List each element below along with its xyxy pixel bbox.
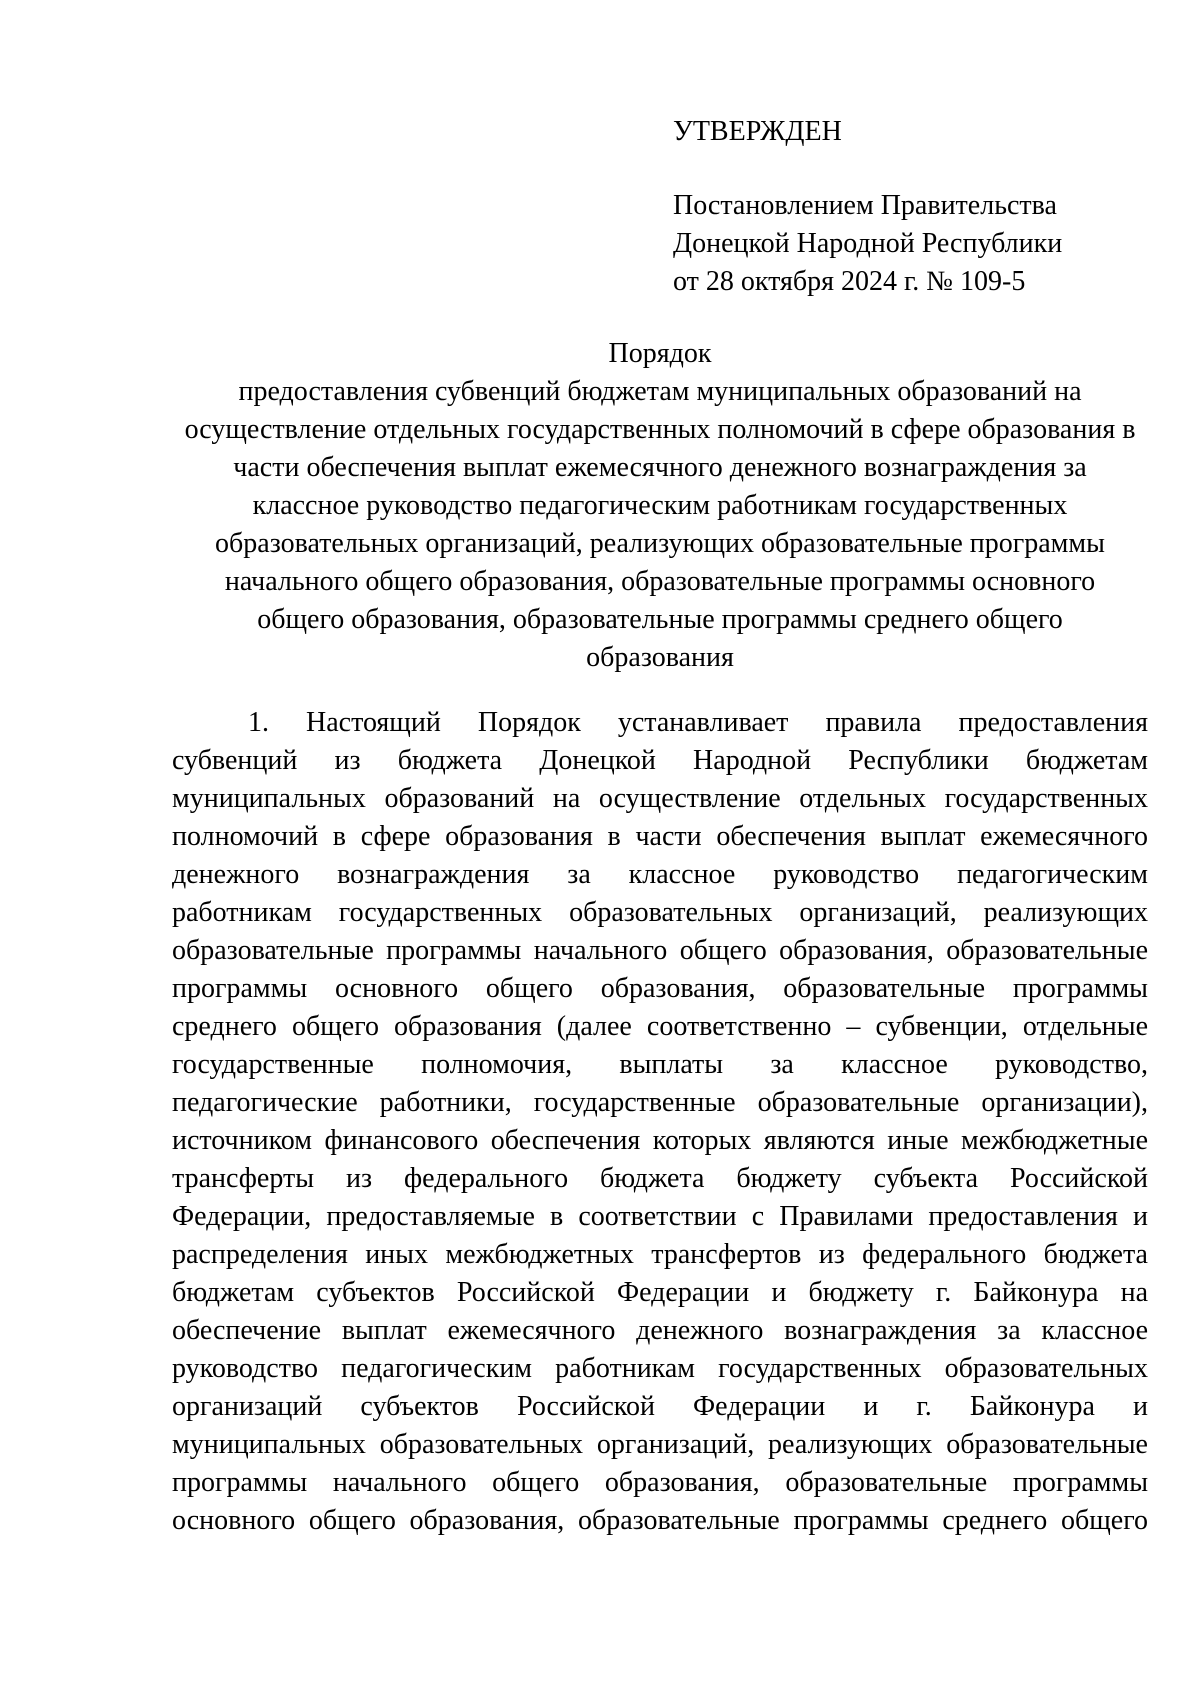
paragraph-line: среднего общего образования (далее соответственно – субвенции, отдельные bbox=[172, 1011, 1148, 1042]
subtitle-line: начального общего образования, образовательные программы основного bbox=[224, 566, 1096, 597]
paragraph-line: образовательные программы начального общего образования, образовательные bbox=[172, 935, 1148, 966]
paragraph-line: источником финансового обеспечения которых являются иные межбюджетные bbox=[172, 1125, 1148, 1156]
paragraph-line: распределения иных межбюджетных трансфертов из федерального бюджета bbox=[172, 1239, 1148, 1270]
approval-line-authority: Постановлением Правительства bbox=[673, 190, 1057, 221]
paragraph-1 bbox=[172, 704, 1148, 1540]
approval-line-date: от 28 октября 2024 г. № 109-5 bbox=[673, 266, 1026, 297]
paragraph-line: полномочий в сфере образования в части обеспечения выплат ежемесячного bbox=[172, 821, 1148, 852]
paragraph-line: педагогические работники, государственные образовательные организации), bbox=[172, 1087, 1148, 1118]
paragraph-line: программы основного общего образования, образовательные программы bbox=[172, 973, 1148, 1004]
approval-stamp: УТВЕРЖДЕН bbox=[673, 116, 842, 147]
paragraph-line: 1. Настоящий Порядок устанавливает правила предоставления bbox=[248, 707, 1148, 738]
paragraph-line: обеспечение выплат ежемесячного денежного вознаграждения за классное bbox=[172, 1315, 1148, 1346]
paragraph-line: субвенций из бюджета Донецкой Народной Республики бюджетам bbox=[172, 745, 1148, 776]
subtitle-line: предоставления субвенций бюджетам муниципальных образований на bbox=[238, 376, 1082, 407]
subtitle-line: общего образования, образовательные программы среднего общего bbox=[257, 604, 1063, 635]
paragraph-line: Федерации, предоставляемые в соответствии с Правилами предоставления и bbox=[172, 1201, 1148, 1232]
paragraph-line: муниципальных образовательных организаций, реализующих образовательные bbox=[172, 1429, 1148, 1460]
paragraph-line: программы начального общего образования, образовательные программы bbox=[172, 1467, 1148, 1498]
document-title: Порядок bbox=[608, 338, 712, 369]
subtitle-line: классное руководство педагогическим работникам государственных bbox=[252, 490, 1068, 521]
subtitle-line: осуществление отдельных государственных полномочий в сфере образования в bbox=[184, 414, 1136, 445]
paragraph-line: государственные полномочия, выплаты за классное руководство, bbox=[172, 1049, 1148, 1080]
paragraph-line: работникам государственных образовательных организаций, реализующих bbox=[172, 897, 1148, 928]
paragraph-line: организаций субъектов Российской Федерации и г. Байконура и bbox=[172, 1391, 1148, 1422]
paragraph-line: основного общего образования, образовательные программы среднего общего bbox=[172, 1505, 1148, 1536]
document-heading bbox=[170, 335, 1150, 677]
approval-block bbox=[673, 113, 1062, 301]
paragraph-line: денежного вознаграждения за классное руководство педагогическим bbox=[172, 859, 1148, 890]
paragraph-line: бюджетам субъектов Российской Федерации и бюджету г. Байконура на bbox=[172, 1277, 1148, 1308]
paragraph-line: трансферты из федерального бюджета бюджету субъекта Российской bbox=[172, 1163, 1148, 1194]
subtitle-line: образования bbox=[586, 642, 734, 673]
subtitle-line: образовательных организаций, реализующих образовательные программы bbox=[215, 528, 1105, 559]
subtitle-line: части обеспечения выплат ежемесячного денежного вознаграждения за bbox=[233, 452, 1087, 483]
paragraph-line: руководство педагогическим работникам государственных образовательных bbox=[172, 1353, 1148, 1384]
approval-line-republic: Донецкой Народной Республики bbox=[673, 228, 1063, 259]
paragraph-line: муниципальных образований на осуществление отдельных государственных bbox=[172, 783, 1148, 814]
